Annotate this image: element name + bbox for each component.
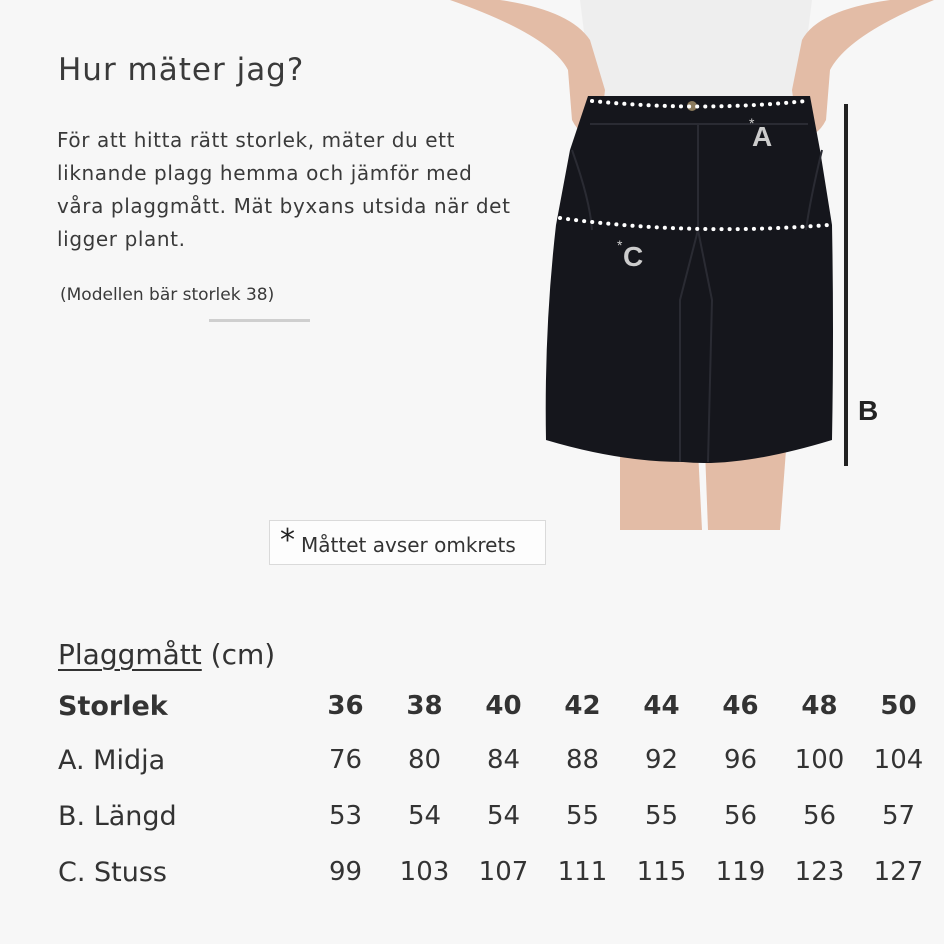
table-cell: 54 (486, 801, 521, 831)
table-cell: 53 (328, 801, 363, 831)
marker-c: * (617, 237, 623, 253)
row-label: B. Längd (58, 800, 177, 832)
table-cell: 111 (557, 857, 608, 887)
table-cell: 123 (794, 857, 845, 887)
table-cell: 96 (723, 745, 758, 775)
footnote-text: Måttet avser omkrets (301, 533, 516, 557)
table-cell: 57 (881, 801, 916, 831)
table-cell: 115 (636, 857, 687, 887)
size-header: 40 (485, 691, 522, 721)
table-cell: 99 (328, 857, 363, 887)
table-cell: 103 (399, 857, 450, 887)
table-row-waist (54, 732, 938, 788)
size-header: 42 (564, 691, 601, 721)
header-size-label: Storlek (58, 690, 168, 722)
table-cell: 127 (873, 857, 924, 887)
model-size-note: (Modellen bär storlek 38) (60, 285, 275, 305)
table-row-length (54, 788, 938, 844)
table-header-row (54, 680, 938, 732)
shirt (580, 0, 812, 96)
table-cell: 56 (802, 801, 837, 831)
table-cell: 55 (565, 801, 600, 831)
size-header: 38 (406, 691, 443, 721)
skirt (546, 96, 833, 463)
size-header: 48 (801, 691, 838, 721)
table-cell: 104 (873, 745, 924, 775)
circumference-footnote (269, 520, 546, 565)
size-header: 46 (722, 691, 759, 721)
size-header: 36 (327, 691, 364, 721)
skirt-measurement-illustration (440, 0, 944, 530)
table-cell: 84 (486, 745, 521, 775)
asterisk: * (280, 523, 295, 558)
table-cell: 80 (407, 745, 442, 775)
table-cell: 76 (328, 745, 363, 775)
table-cell: 54 (407, 801, 442, 831)
label-c: C (623, 241, 644, 272)
label-a: A (752, 121, 773, 152)
table-title-unit: (cm) (201, 638, 276, 671)
size-table (54, 680, 938, 900)
size-header: 50 (880, 691, 917, 721)
table-row-hip (54, 844, 938, 900)
label-b: B (858, 395, 879, 426)
table-cell: 56 (723, 801, 758, 831)
intro-text: För att hitta rätt storlek, mäter du ett liknande plagg hemma och jämför med våra plaggmått. Mät byxans utsida när det ligger plant. (57, 128, 511, 251)
table-title (58, 638, 275, 671)
table-cell: 107 (478, 857, 529, 887)
size-header: 44 (643, 691, 680, 721)
row-label: A. Midja (58, 744, 166, 776)
table-cell: 100 (794, 745, 845, 775)
table-cell: 88 (565, 745, 600, 775)
page-title: Hur mäter jag? (58, 52, 305, 88)
table-title-main: Plaggmått (58, 638, 202, 671)
divider (209, 319, 310, 322)
table-cell: 55 (644, 801, 679, 831)
row-label: C. Stuss (58, 856, 167, 888)
marker-a: * (749, 115, 755, 131)
table-cell: 119 (715, 857, 766, 887)
table-cell: 92 (644, 745, 679, 775)
